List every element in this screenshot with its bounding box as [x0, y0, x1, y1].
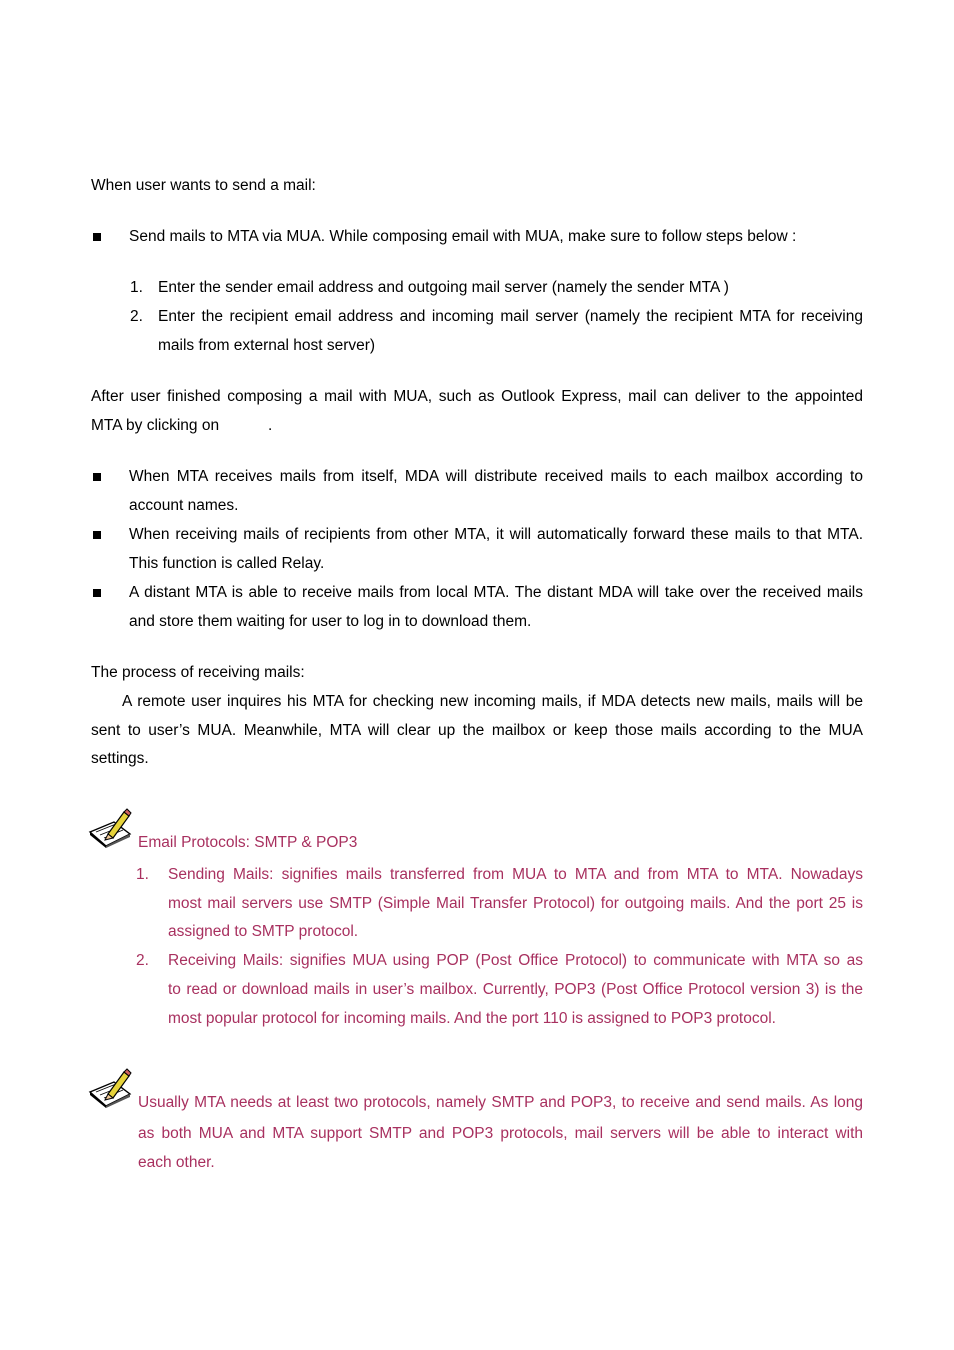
receiving-paragraph: A remote user inquires his MTA for checking new incoming mails, if MDA detects new mails, mails will be [122, 693, 863, 710]
note-item-text: Receiving Mails: signifies MUA using POP (Post Office Protocol) to communicate with MTA so as [168, 952, 863, 969]
bullet-square-icon [93, 473, 101, 481]
paragraph-after-compose: MTA by clicking on [91, 417, 220, 434]
paragraph-after-compose: After user finished composing a mail with MUA, such as Outlook Express, mail can deliver to the appointed [91, 388, 863, 405]
bullet-item: account names. [129, 497, 239, 514]
step-text: Enter the recipient email address and incoming mail server (namely the recipient MTA for receiving [158, 308, 863, 325]
note-item-text: assigned to SMTP protocol. [168, 923, 359, 940]
receiving-paragraph: settings. [91, 750, 149, 767]
note-pencil-icon [88, 1068, 132, 1108]
bullet-item: When receiving mails of recipients from other MTA, it will automatically forward these mails to that MTA. [129, 526, 863, 543]
note-item-text: most mail servers use SMTP (Simple Mail Transfer Protocol) for outgoing mails. And the port 25 is [168, 895, 863, 912]
note-text: each other. [138, 1154, 215, 1171]
bullet-item: A distant MTA is able to receive mails from local MTA. The distant MDA will take over the received mails [129, 584, 863, 601]
step-number: 1. [130, 279, 143, 296]
receiving-paragraph: sent to user’s MUA. Meanwhile, MTA will clear up the mailbox or keep those mails according to the MUA [91, 722, 863, 739]
receiving-heading: The process of receiving mails: [91, 664, 305, 681]
note-item-number: 2. [136, 952, 149, 969]
note-title: Email Protocols: SMTP & POP3 [138, 834, 358, 851]
note-item-text: most popular protocol for incoming mails. And the port 110 is assigned to POP3 protocol. [168, 1010, 776, 1027]
intro-text: When user wants to send a mail: [91, 177, 316, 194]
bullet-send-mails: Send mails to MTA via MUA. While composing email with MUA, make sure to follow steps below : [129, 228, 797, 245]
bullet-square-icon [93, 233, 101, 241]
bullet-item: When MTA receives mails from itself, MDA will distribute received mails to each mailbox according to [129, 468, 863, 485]
step-number: 2. [130, 308, 143, 325]
step-text: mails from external host server) [158, 337, 376, 354]
step-text: Enter the sender email address and outgoing mail server (namely the sender MTA ) [158, 279, 729, 296]
note-item-text: to read or download mails in user’s mailbox. Currently, POP3 (Post Office Protocol version 3) is the [168, 981, 863, 998]
note-item-text: Sending Mails: signifies mails transferred from MUA to MTA and from MTA to MTA. Nowadays [168, 866, 863, 883]
bullet-item: This function is called Relay. [129, 555, 325, 572]
note-text: as both MUA and MTA support SMTP and POP3 protocols, mail servers will be able to interact with [138, 1125, 863, 1142]
paragraph-period: . [268, 417, 273, 434]
bullet-item: and store them waiting for user to log in to download them. [129, 613, 532, 630]
bullet-square-icon [93, 589, 101, 597]
note-pencil-icon [88, 808, 132, 848]
note-text: Usually MTA needs at least two protocols, namely SMTP and POP3, to receive and send mails. As long [138, 1094, 863, 1111]
bullet-square-icon [93, 531, 101, 539]
note-item-number: 1. [136, 866, 149, 883]
